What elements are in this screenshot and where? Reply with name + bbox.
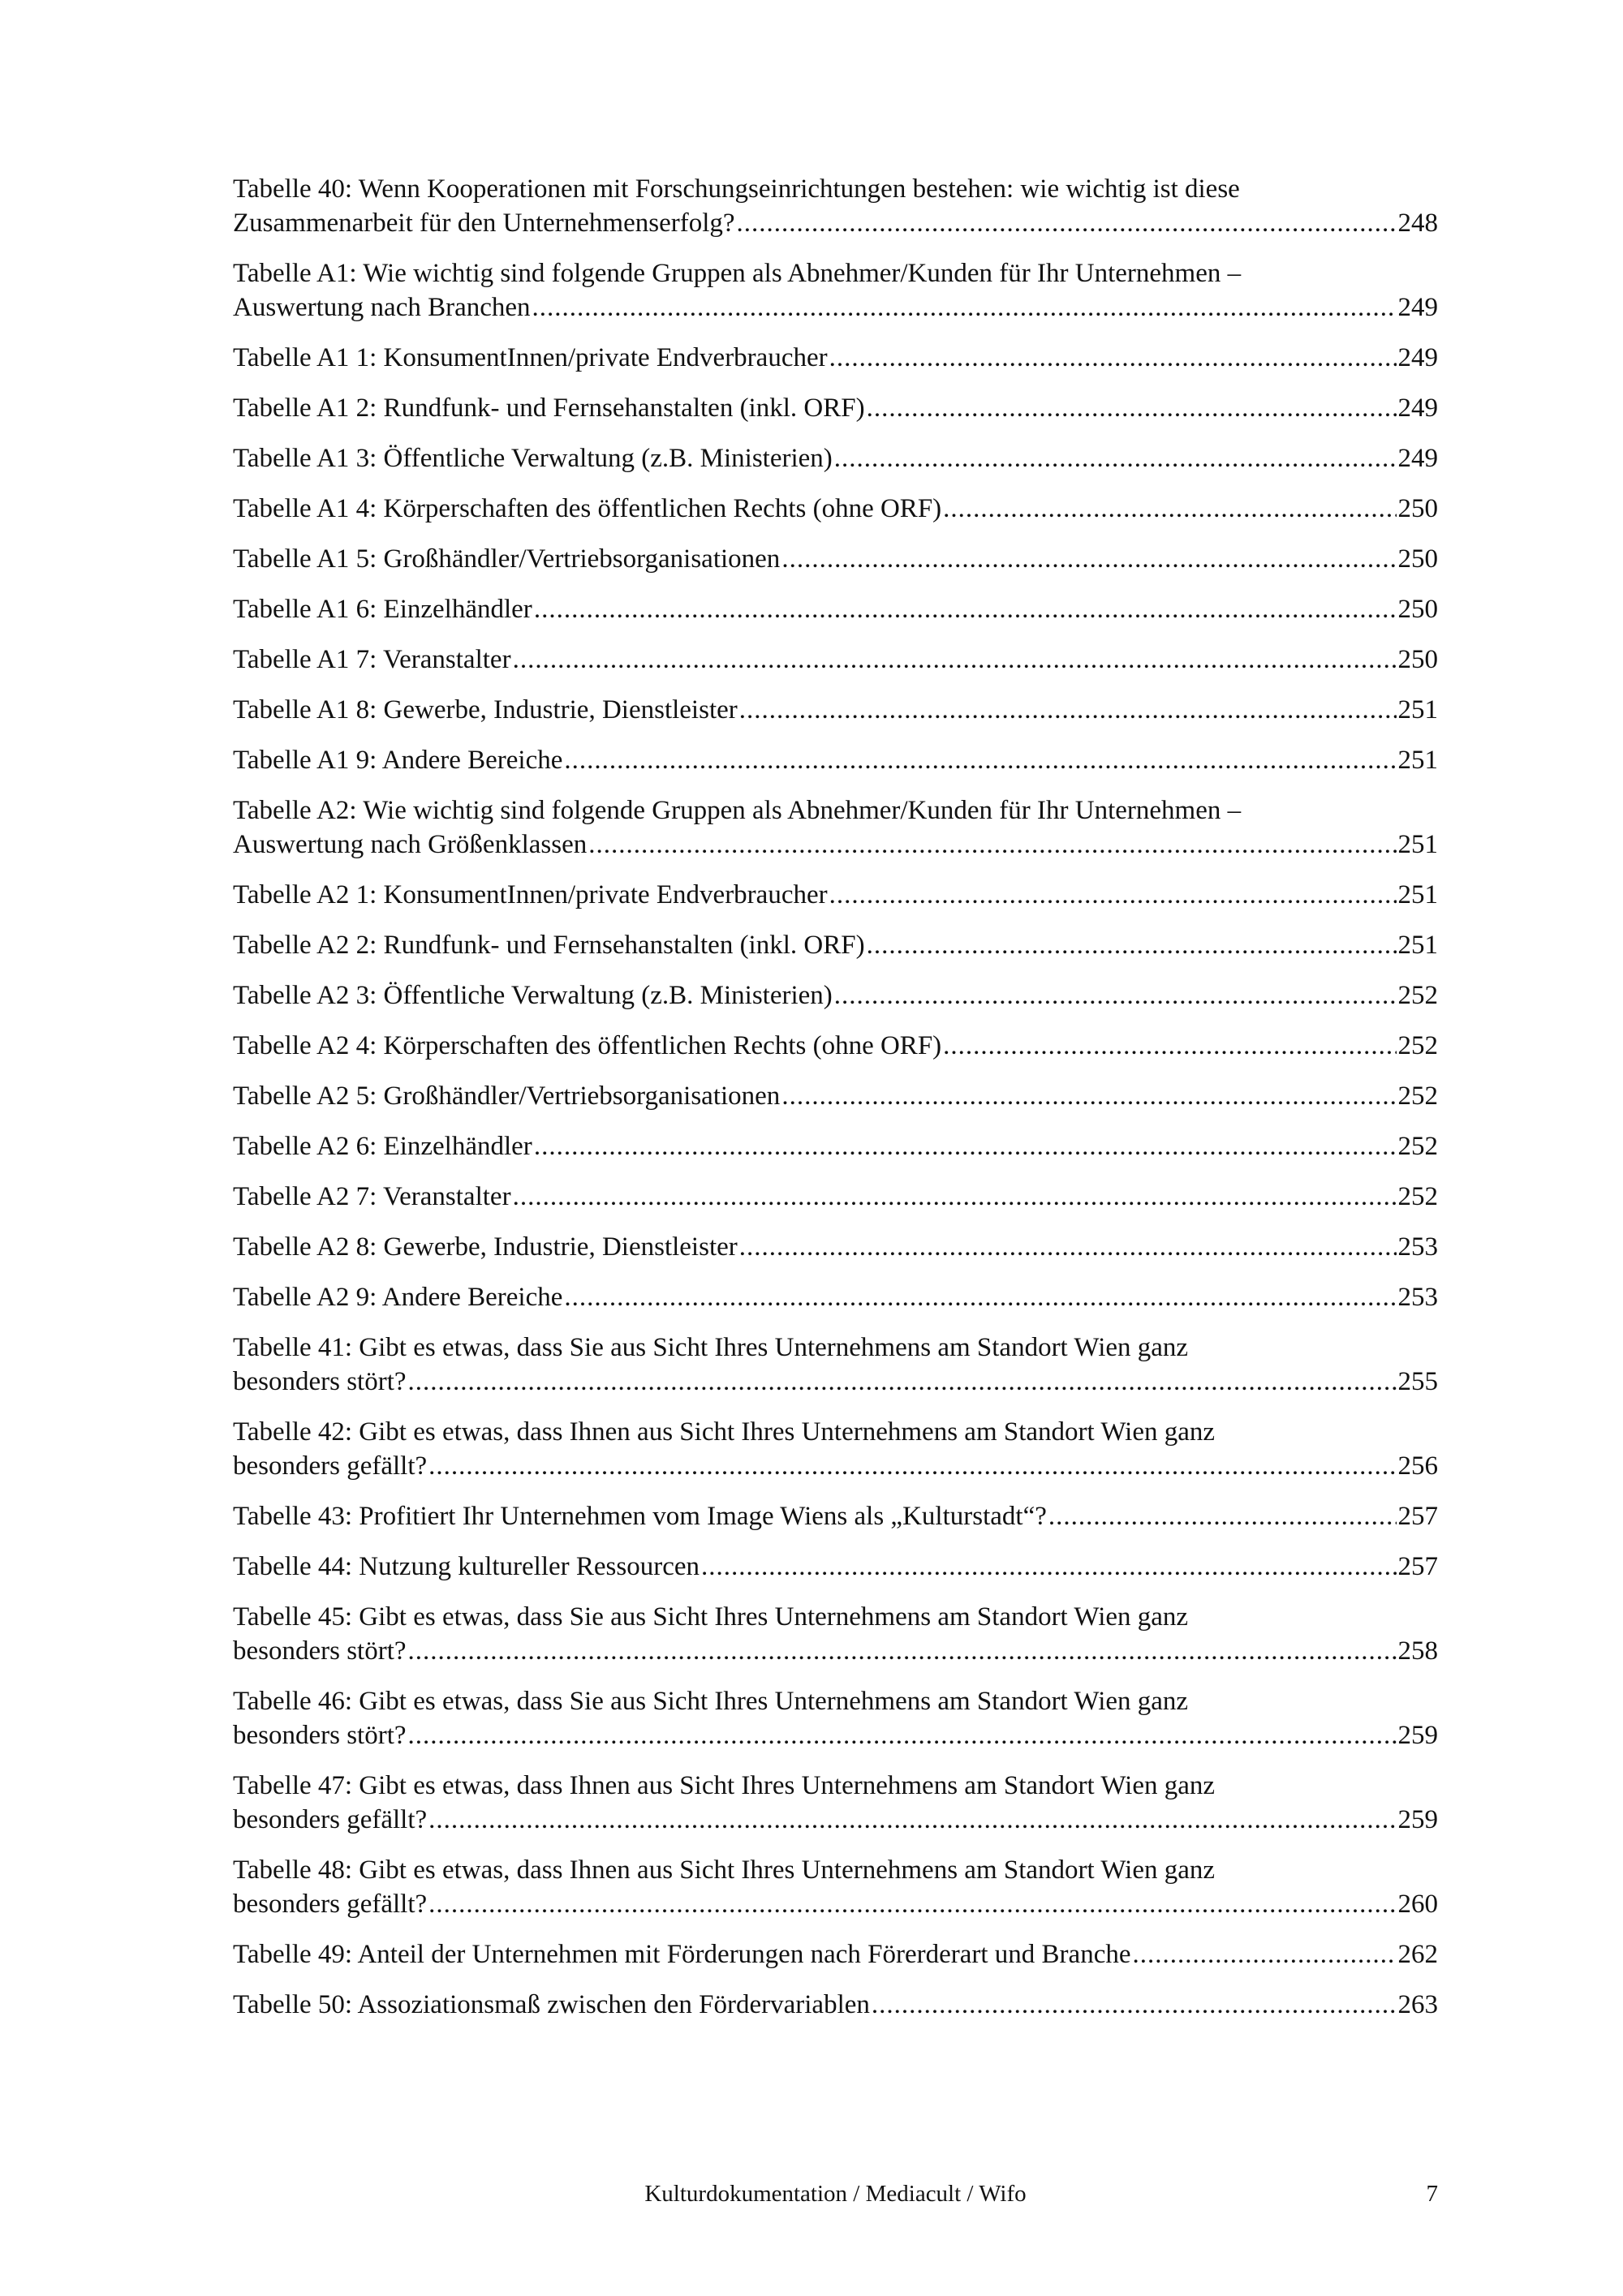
- toc-entry-page-number: 252: [1397, 1031, 1438, 1060]
- dot-leader: [872, 1988, 1397, 2022]
- dot-leader: [701, 1550, 1396, 1584]
- toc-entry[interactable]: [233, 1988, 1438, 2022]
- dot-leader: [534, 1129, 1397, 1163]
- dot-leader: [428, 1449, 1396, 1483]
- toc-entry-leader-line: [233, 290, 1438, 325]
- toc-entry-leader-line: [233, 441, 1438, 475]
- toc-entry-title: besonders stört?: [233, 1367, 407, 1396]
- toc-entry-leader-line: [233, 978, 1438, 1013]
- dot-leader: [428, 1803, 1396, 1837]
- table-of-contents: [233, 172, 1438, 2038]
- toc-entry-title: Tabelle A2 5: Großhändler/Vertriebsorganisationen: [233, 1081, 781, 1111]
- toc-entry-leader-line: [233, 928, 1438, 962]
- toc-entry[interactable]: [233, 1180, 1438, 1214]
- toc-entry[interactable]: [233, 1331, 1438, 1399]
- toc-entry-title: Tabelle A2 3: Öffentliche Verwaltung (z.B. Ministerien): [233, 981, 833, 1010]
- dot-leader: [408, 1718, 1397, 1752]
- toc-entry[interactable]: [233, 542, 1438, 576]
- toc-entry[interactable]: [233, 793, 1438, 862]
- toc-entry-leader-line: [233, 1365, 1438, 1399]
- toc-entry-leader-line: [233, 743, 1438, 777]
- toc-entry-leader-line: [233, 1803, 1438, 1837]
- dot-leader: [834, 978, 1397, 1013]
- toc-entry-page-number: 252: [1397, 1182, 1438, 1211]
- toc-entry-page-number: 257: [1397, 1552, 1438, 1581]
- toc-entry-title: Tabelle 44: Nutzung kultureller Ressourcen: [233, 1552, 700, 1581]
- toc-entry-title: Tabelle A2 8: Gewerbe, Industrie, Dienstleister: [233, 1232, 738, 1262]
- toc-entry-page-number: 257: [1397, 1502, 1438, 1531]
- toc-entry-title-line: Tabelle 45: Gibt es etwas, dass Sie aus Sicht Ihres Unternehmens am Standort Wien ganz: [233, 1602, 1189, 1632]
- toc-entry-leader-line: [233, 1280, 1438, 1314]
- dot-leader: [428, 1887, 1396, 1921]
- toc-entry-page-number: 252: [1397, 1132, 1438, 1161]
- toc-entry-leader-line: [233, 878, 1438, 912]
- toc-entry-title: Auswertung nach Größenklassen: [233, 830, 588, 859]
- toc-entry-page-number: 263: [1397, 1990, 1438, 2019]
- toc-entry[interactable]: [233, 1684, 1438, 1752]
- toc-entry[interactable]: [233, 1937, 1438, 1971]
- toc-entry-page-number: 250: [1397, 544, 1438, 574]
- toc-entry-title-line: Tabelle 41: Gibt es etwas, dass Sie aus Sicht Ihres Unternehmens am Standort Wien ganz: [233, 1333, 1189, 1362]
- dot-leader: [943, 1029, 1396, 1063]
- toc-entry-title: besonders gefällt?: [233, 1451, 428, 1481]
- toc-entry[interactable]: [233, 1029, 1438, 1063]
- toc-entry-page-number: 248: [1397, 209, 1438, 238]
- toc-entry[interactable]: [233, 978, 1438, 1013]
- toc-entry-leader-line: [233, 341, 1438, 375]
- toc-entry-title: Tabelle A1 8: Gewerbe, Industrie, Dienstleister: [233, 695, 738, 724]
- toc-entry-leader-line: [233, 592, 1438, 626]
- toc-entry-page-number: 256: [1397, 1451, 1438, 1481]
- toc-entry-page-number: 251: [1397, 695, 1438, 724]
- toc-entry-title: Tabelle A1 5: Großhändler/Vertriebsorganisationen: [233, 544, 781, 574]
- toc-entry-title: Tabelle A2 4: Körperschaften des öffentlichen Rechts (ohne ORF): [233, 1031, 942, 1060]
- toc-entry[interactable]: [233, 441, 1438, 475]
- toc-entry[interactable]: [233, 1769, 1438, 1837]
- dot-leader: [564, 1280, 1396, 1314]
- toc-entry-page-number: 251: [1397, 931, 1438, 960]
- toc-entry-title: Tabelle A1 7: Veranstalter: [233, 645, 511, 674]
- toc-entry[interactable]: [233, 878, 1438, 912]
- toc-entry-title: besonders stört?: [233, 1636, 407, 1666]
- toc-entry-title-line: Tabelle 48: Gibt es etwas, dass Ihnen aus Sicht Ihres Unternehmens am Standort Wien ganz: [233, 1855, 1216, 1885]
- toc-entry-page-number: 252: [1397, 981, 1438, 1010]
- dot-leader: [408, 1634, 1397, 1668]
- toc-entry[interactable]: [233, 1499, 1438, 1533]
- toc-entry-leader-line: [233, 1079, 1438, 1113]
- toc-entry-leader-line: [233, 1129, 1438, 1163]
- dot-leader: [781, 542, 1396, 576]
- toc-entry[interactable]: [233, 1600, 1438, 1668]
- toc-entry-page-number: 251: [1397, 746, 1438, 775]
- toc-entry[interactable]: [233, 693, 1438, 727]
- toc-entry-page-number: 255: [1397, 1367, 1438, 1396]
- dot-leader: [588, 828, 1396, 862]
- dot-leader: [513, 1180, 1397, 1214]
- toc-entry[interactable]: [233, 172, 1438, 240]
- toc-entry-title: Tabelle A1 1: KonsumentInnen/private Endverbraucher: [233, 343, 828, 372]
- toc-entry-page-number: 251: [1397, 830, 1438, 859]
- toc-entry[interactable]: [233, 1415, 1438, 1483]
- toc-entry-leader-line: [233, 391, 1438, 425]
- toc-entry-title: Zusammenarbeit für den Unternehmenserfolg?: [233, 209, 735, 238]
- toc-entry-title-line: Tabelle A2: Wie wichtig sind folgende Gruppen als Abnehmer/Kunden für Ihr Unternehmen –: [233, 796, 1242, 825]
- dot-leader: [737, 206, 1397, 240]
- toc-entry-title: Auswertung nach Branchen: [233, 293, 531, 322]
- toc-entry-leader-line: [233, 1550, 1438, 1584]
- toc-entry-page-number: 250: [1397, 645, 1438, 674]
- toc-entry-title: Tabelle A2 9: Andere Bereiche: [233, 1283, 563, 1312]
- toc-entry[interactable]: [233, 1280, 1438, 1314]
- toc-entry-title: besonders gefällt?: [233, 1890, 428, 1919]
- toc-entry-page-number: 249: [1397, 343, 1438, 372]
- toc-entry-title: Tabelle A2 7: Veranstalter: [233, 1182, 511, 1211]
- footer-page-number: 7: [1426, 2181, 1438, 2207]
- toc-entry-leader-line: [233, 206, 1438, 240]
- toc-entry[interactable]: [233, 1550, 1438, 1584]
- dot-leader: [1048, 1499, 1397, 1533]
- toc-entry-leader-line: [233, 693, 1438, 727]
- toc-entry-leader-line: [233, 1634, 1438, 1668]
- toc-entry-leader-line: [233, 643, 1438, 677]
- toc-entry-page-number: 253: [1397, 1232, 1438, 1262]
- toc-entry-title: besonders stört?: [233, 1721, 407, 1750]
- toc-entry-title-line: Tabelle 42: Gibt es etwas, dass Ihnen aus Sicht Ihres Unternehmens am Standort Wien ganz: [233, 1417, 1216, 1447]
- toc-entry-title-line: Tabelle 40: Wenn Kooperationen mit Forschungseinrichtungen bestehen: wie wichtig ist diese: [233, 174, 1240, 204]
- dot-leader: [534, 592, 1397, 626]
- dot-leader: [513, 643, 1397, 677]
- toc-entry-title: Tabelle 49: Anteil der Unternehmen mit Förderungen nach Förerderart und Branche: [233, 1940, 1131, 1969]
- dot-leader: [867, 391, 1397, 425]
- toc-entry-title: Tabelle 43: Profitiert Ihr Unternehmen vom Image Wiens als „Kulturstadt“?: [233, 1502, 1047, 1531]
- toc-entry[interactable]: [233, 1079, 1438, 1113]
- dot-leader: [408, 1365, 1397, 1399]
- toc-entry-title: Tabelle A2 6: Einzelhändler: [233, 1132, 532, 1161]
- toc-entry-page-number: 249: [1397, 293, 1438, 322]
- toc-entry-title: Tabelle A2 2: Rundfunk- und Fernsehanstalten (inkl. ORF): [233, 931, 865, 960]
- dot-leader: [834, 441, 1397, 475]
- toc-entry-title: Tabelle 50: Assoziationsmaß zwischen den Fördervariablen: [233, 1990, 870, 2019]
- toc-entry-title: Tabelle A1 3: Öffentliche Verwaltung (z.B. Ministerien): [233, 444, 833, 473]
- toc-entry-page-number: 253: [1397, 1283, 1438, 1312]
- toc-entry-leader-line: [233, 1499, 1438, 1533]
- dot-leader: [564, 743, 1396, 777]
- toc-entry-title: Tabelle A1 6: Einzelhändler: [233, 595, 532, 624]
- toc-entry-page-number: 259: [1397, 1805, 1438, 1834]
- toc-entry-leader-line: [233, 542, 1438, 576]
- toc-entry-page-number: 260: [1397, 1890, 1438, 1919]
- dot-leader: [1132, 1937, 1396, 1971]
- toc-entry-leader-line: [233, 1230, 1438, 1264]
- dot-leader: [739, 693, 1397, 727]
- toc-entry-leader-line: [233, 1887, 1438, 1921]
- toc-entry[interactable]: [233, 391, 1438, 425]
- toc-entry[interactable]: [233, 928, 1438, 962]
- toc-entry-leader-line: [233, 1029, 1438, 1063]
- toc-entry-page-number: 251: [1397, 880, 1438, 909]
- toc-entry-page-number: 258: [1397, 1636, 1438, 1666]
- toc-entry[interactable]: [233, 643, 1438, 677]
- dot-leader: [739, 1230, 1397, 1264]
- toc-entry-title-line: Tabelle 47: Gibt es etwas, dass Ihnen aus Sicht Ihres Unternehmens am Standort Wien ganz: [233, 1771, 1216, 1800]
- toc-entry-title: besonders gefällt?: [233, 1805, 428, 1834]
- dot-leader: [943, 492, 1396, 526]
- toc-entry-leader-line: [233, 1937, 1438, 1971]
- dot-leader: [867, 928, 1397, 962]
- toc-entry[interactable]: [233, 341, 1438, 375]
- toc-entry[interactable]: [233, 1853, 1438, 1921]
- toc-entry-page-number: 252: [1397, 1081, 1438, 1111]
- toc-entry[interactable]: [233, 492, 1438, 526]
- toc-entry-leader-line: [233, 828, 1438, 862]
- toc-entry[interactable]: [233, 256, 1438, 325]
- dot-leader: [781, 1079, 1396, 1113]
- toc-entry-leader-line: [233, 1449, 1438, 1483]
- toc-entry[interactable]: [233, 1230, 1438, 1264]
- toc-entry-leader-line: [233, 1180, 1438, 1214]
- dot-leader: [829, 341, 1397, 375]
- toc-entry-title: Tabelle A1 4: Körperschaften des öffentlichen Rechts (ohne ORF): [233, 494, 942, 523]
- dot-leader: [829, 878, 1397, 912]
- toc-entry-title-line: Tabelle 46: Gibt es etwas, dass Sie aus Sicht Ihres Unternehmens am Standort Wien ganz: [233, 1687, 1189, 1716]
- toc-entry-title: Tabelle A1 9: Andere Bereiche: [233, 746, 563, 775]
- toc-entry-page-number: 262: [1397, 1940, 1438, 1969]
- toc-entry-page-number: 259: [1397, 1721, 1438, 1750]
- toc-entry[interactable]: [233, 1129, 1438, 1163]
- toc-entry-leader-line: [233, 492, 1438, 526]
- dot-leader: [532, 290, 1397, 325]
- toc-entry[interactable]: [233, 592, 1438, 626]
- toc-entry[interactable]: [233, 743, 1438, 777]
- toc-entry-page-number: 249: [1397, 444, 1438, 473]
- toc-entry-page-number: 249: [1397, 393, 1438, 423]
- toc-entry-page-number: 250: [1397, 494, 1438, 523]
- toc-entry-page-number: 250: [1397, 595, 1438, 624]
- toc-entry-title: Tabelle A1 2: Rundfunk- und Fernsehanstalten (inkl. ORF): [233, 393, 865, 423]
- footer-text: Kulturdokumentation / Mediacult / Wifo: [644, 2181, 1027, 2207]
- toc-entry-title: Tabelle A2 1: KonsumentInnen/private Endverbraucher: [233, 880, 828, 909]
- toc-entry-title-line: Tabelle A1: Wie wichtig sind folgende Gruppen als Abnehmer/Kunden für Ihr Unternehmen –: [233, 259, 1242, 288]
- toc-entry-leader-line: [233, 1718, 1438, 1752]
- toc-entry-leader-line: [233, 1988, 1438, 2022]
